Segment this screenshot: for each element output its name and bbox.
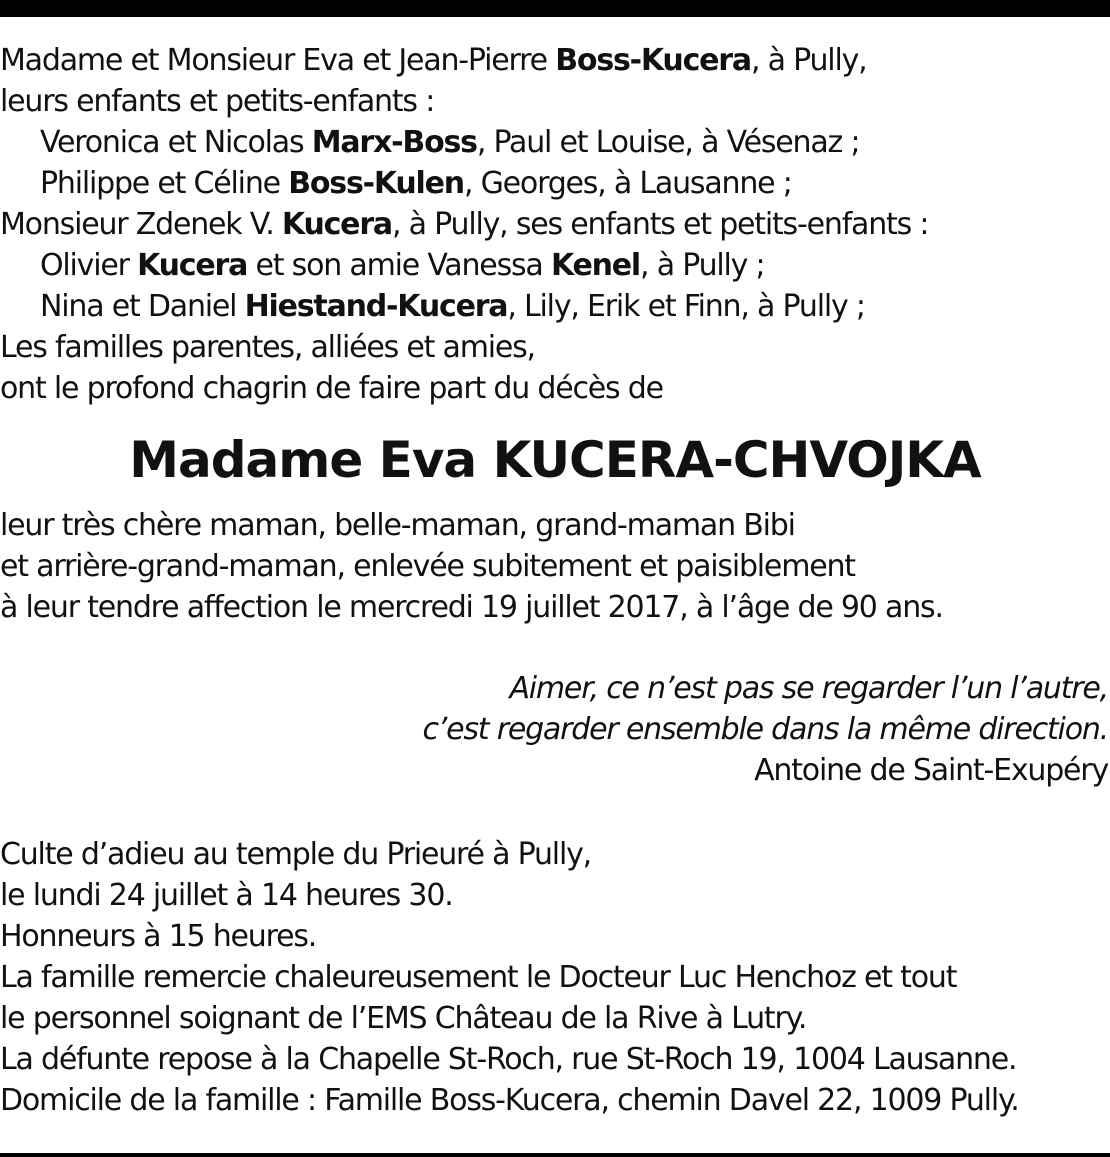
deceased-name: Madame Eva KUCERA-CHVOJKA <box>129 431 981 489</box>
family-text: Les familles parentes, alliées et amies, <box>0 330 535 365</box>
family-surname: Kucera <box>137 248 248 283</box>
family-line <box>0 81 1110 122</box>
tribute-line: leur très chère maman, belle-maman, grand-maman Bibi <box>0 508 795 543</box>
quote-author: Antoine de Saint-Exupéry <box>754 753 1108 788</box>
family-text: Philippe et Céline <box>40 166 289 201</box>
family-text: , à Pully, ses enfants et petits-enfants : <box>391 207 929 242</box>
service-line: Culte d’adieu au temple du Prieuré à Pully, <box>0 837 591 872</box>
family-text: Nina et Daniel <box>40 289 245 324</box>
bottom-rule <box>0 1153 1110 1157</box>
family-surname: Kucera <box>281 207 392 242</box>
family-line <box>0 122 1110 163</box>
family-line <box>0 40 1110 81</box>
family-line <box>0 163 1110 204</box>
family-text: , à Pully ; <box>640 248 765 283</box>
family-line <box>0 245 1110 286</box>
service-line: Honneurs à 15 heures. <box>0 919 317 954</box>
family-line <box>0 286 1110 327</box>
service-line: La défunte repose à la Chapelle St-Roch, rue St-Roch 19, 1004 Lausanne. <box>0 1042 1017 1077</box>
quote-line: c’est regarder ensemble dans la même direction. <box>422 712 1108 747</box>
family-list <box>0 40 1110 409</box>
tribute-text <box>0 505 1110 628</box>
family-text: , Lily, Erik et Finn, à Pully ; <box>507 289 865 324</box>
quote-block <box>0 668 1110 791</box>
family-line <box>0 327 1110 368</box>
service-line: La famille remercie chaleureusement le Docteur Luc Henchoz et tout <box>0 960 957 995</box>
family-text: et son amie Vanessa <box>247 248 551 283</box>
family-surname: Boss-Kucera <box>555 43 751 78</box>
family-surname: Hiestand-Kucera <box>244 289 508 324</box>
family-surname: Boss-Kulen <box>288 166 464 201</box>
quote-line: Aimer, ce n’est pas se regarder l’un l’autre, <box>509 671 1108 706</box>
family-text: leurs enfants et petits-enfants : <box>0 84 435 119</box>
service-line: le personnel soignant de l’EMS Château de la Rive à Lutry. <box>0 1001 807 1036</box>
family-surname: Marx-Boss <box>311 125 477 160</box>
family-text: Olivier <box>40 248 138 283</box>
family-text: Monsieur Zdenek V. <box>0 207 282 242</box>
top-rule <box>0 0 1110 17</box>
service-details <box>0 834 1110 1121</box>
obituary-notice <box>0 40 1110 1121</box>
family-text: ont le profond chagrin de faire part du décès de <box>0 371 663 406</box>
service-line: le lundi 24 juillet à 14 heures 30. <box>0 878 453 913</box>
tribute-line: à leur tendre affection le mercredi 19 juillet 2017, à l’âge de 90 ans. <box>0 590 943 625</box>
family-text: Veronica et Nicolas <box>40 125 312 160</box>
family-line <box>0 204 1110 245</box>
family-text: , Georges, à Lausanne ; <box>463 166 792 201</box>
family-text: Madame et Monsieur Eva et Jean-Pierre <box>0 43 556 78</box>
family-line <box>0 368 1110 409</box>
family-text: , à Pully, <box>750 43 867 78</box>
tribute-line: et arrière-grand-maman, enlevée subitement et paisiblement <box>0 549 855 584</box>
service-line: Domicile de la famille : Famille Boss-Kucera, chemin Davel 22, 1009 Pully. <box>0 1083 1019 1118</box>
family-surname: Kenel <box>550 248 641 283</box>
family-text: , Paul et Louise, à Vésenaz ; <box>476 125 860 160</box>
